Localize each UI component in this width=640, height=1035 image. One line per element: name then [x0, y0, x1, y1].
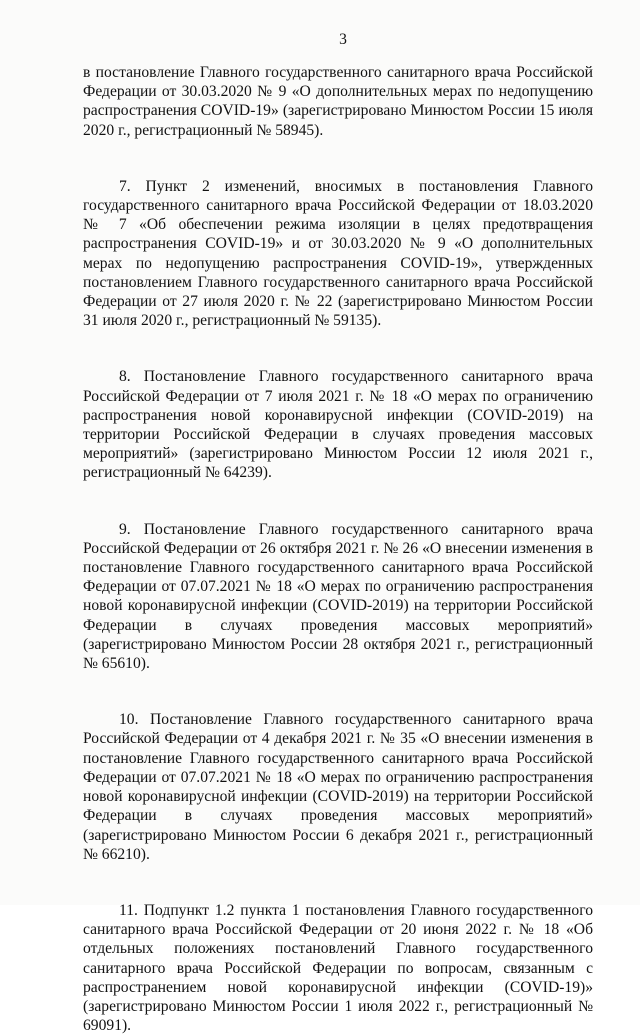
paragraph-continuation: в постановление Главного государственного санитарного врача Российской Федерации от 30.03.2020 № 9 «О дополнительных мерах по недопущению распространения COVID-19» (зарегистрировано Минюстом России 15 июля 2020 г., регистрационный № 58945). [83, 64, 593, 139]
paragraph-item-9: 9. Постановление Главного государственного санитарного врача Российской Федерации от 26 октября 2021 г. № 26 «О внесении изменения в постановление Главного государственного санитарного врача Российской Федерации от 07.07.2021 № 18 «О мерах по ограничению распространения новой коронавирусной инфекции (COVID-2019) на территории Российской Федерации в случаях проведения массовых мероприятий» (зарегистрировано Минюстом России 28 октября 2021 г., регистрационный № 65610). [83, 520, 593, 673]
paragraph-item-10: 10. Постановление Главного государственного санитарного врача Российской Федерации от 4 декабря 2021 г. № 35 «О внесении изменения в постановление Главного государственного санитарного врача Российской Федерации от 07.07.2021 № 18 «О мерах по ограничению распространения новой коронавирусной инфекции (COVID-2019) на территории Российской Федерации в случаях проведения массовых мероприятий» (зарегистрировано Минюстом России 6 декабря 2021 г., регистрационный № 66210). [83, 711, 593, 863]
paragraph-item-8: 8. Постановление Главного государственного санитарного врача Российской Федерации от 7 июля 2021 г. № 18 «О мерах по ограничению распространения новой коронавирусной инфекции (COVID-2019) на территории Российской Федерации в случаях проведения массовых мероприятий» (зарегистрировано Минюстом России 12 июля 2021 г., регистрационный № 64239). [83, 368, 593, 482]
paragraph-item-7: 7. Пункт 2 изменений, вносимых в постановления Главного государственного санитарного врача Российской Федерации от 18.03.2020 № 7 «Об обеспечении режима изоляции в целях предотвращения распространения COVID-19» и от 30.03.2020 № 9 «О дополнительных мерах по недопущению распространения COVID-19», утвержденных постановлением Главного государственного санитарного врача Российской Федерации от 27 июля 2020 г. № 22 (зарегистрировано Минюстом России 31 июля 2020 г., регистрационный № 59135). [83, 177, 593, 330]
paragraph-item-11: 11. Подпункт 1.2 пункта 1 постановления Главного государственного санитарного врача Российской Федерации от 20 июня 2022 г. № 18 «Об отдельных положениях постановлений Главного государственного санитарного врача Российской Федерации по вопросам, связанным с распространением новой коронавирусной инфекции (COVID-19)» (зарегистрировано Минюстом России 1 июля 2022 г., регистрационный № 69091). [83, 901, 593, 1035]
page-number: 3 [339, 31, 347, 48]
